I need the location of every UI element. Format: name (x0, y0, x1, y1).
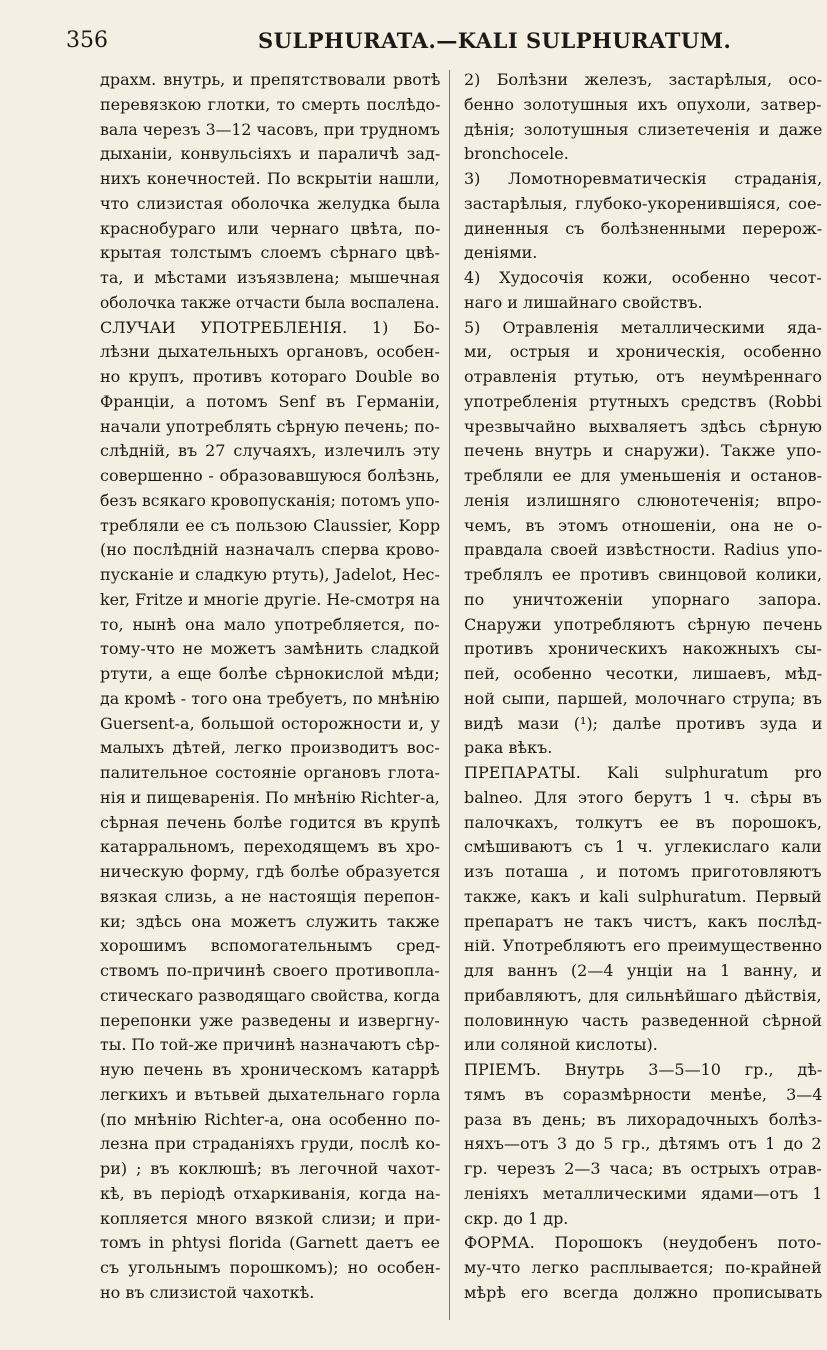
left-column-text-line: вала черезъ 3—12 часовъ, при трудномъ (100, 119, 440, 139)
right-column-text-line: скр. до 1 др. (464, 1208, 569, 1228)
right-column-text-line: изъ поташа , и потомъ приготовляютъ (464, 862, 822, 881)
right-column-text-line: няхъ—отъ 3 до 5 гр., дѣтямъ отъ 1 до 2 (464, 1134, 822, 1154)
right-column-text-line: требляли ее для уменьшенія и останов- (464, 466, 822, 485)
left-column-text-line: палительное состояніе органовъ глота- (100, 763, 440, 782)
right-column-text-line: чемъ, въ этомъ отношеніи, она не о- (464, 515, 822, 535)
right-column-text-line: balneo. Для этого берутъ 1 ч. сѣры въ (464, 787, 822, 807)
left-column-text-line: совершенно - образовавшуюся болѣзнь, (100, 466, 440, 485)
right-column-text-line: треблялъ ее противъ свинцовой колики, (464, 565, 822, 584)
left-column-text-line: нихъ конечностей. По вскрытіи нашли, (100, 169, 440, 188)
left-column-text-line: (но послѣдній назначалъ сперва крово- (100, 540, 440, 560)
right-column-text-line: отравленія ртутью, отъ неумѣреннаго (464, 367, 822, 386)
left-column-text-line: требляли ее съ пользою Claussier, Kopp (100, 515, 440, 535)
left-column-text-line: катарральномъ, переходящемъ въ хро- (100, 837, 440, 857)
left-column-text-line: хорошимъ вспомогательнымъ сред- (100, 936, 440, 956)
right-column-text-line: палочкахъ, толкутъ ее въ порошокъ, (464, 812, 822, 832)
left-column-text-line: что слизистая оболочка желудка была (100, 193, 440, 213)
right-column-text-line: деніями. (464, 243, 538, 263)
left-column-text-line: ную печень въ хроническомъ катаррѣ (100, 1060, 440, 1079)
left-column-text-line: оболочка также отчасти была воспалена. (100, 292, 440, 312)
left-column-text-line: начали употреблять сѣрную печень; по- (100, 416, 440, 436)
left-column-text-line: слѣдній, въ 27 случаяхъ, излечилъ эту (100, 441, 440, 461)
column-divider (449, 70, 450, 1320)
left-column-text-line: крытая толстымъ слоемъ сѣрнаго цвѣ- (100, 243, 440, 263)
right-column-text-line: препаратъ не такъ чистъ, какъ послѣд- (464, 911, 822, 931)
right-column-text-line: bronchocele. (464, 144, 569, 164)
right-column-text-line: пей, особенно чесотки, лишаевъ, мѣд- (464, 664, 822, 683)
right-column-text-line: смѣшиваютъ съ 1 ч. углекислаго кали (464, 837, 822, 857)
running-title: SULPHURATA.—KALI SULPHURATUM. (258, 28, 732, 53)
right-column-text-line: видѣ мази (¹); далѣе противъ зуда и (464, 713, 822, 733)
left-column-text-line: лѣзни дыхательныхъ органовъ, особен- (100, 342, 440, 362)
right-column-text-line: наго и лишайнаго свойствъ. (464, 292, 703, 312)
right-column-text-line: му-что легко расплывается; по-крайней (464, 1258, 822, 1277)
left-column-text-line: перепонки уже разведены и извергну- (100, 1010, 440, 1030)
page-header (0, 22, 827, 58)
left-column-text-line: съ угольнымъ порошкомъ); но особен- (100, 1258, 440, 1277)
right-column-text-line: ленія излишняго слюнотеченія; впро- (464, 490, 822, 510)
right-column-text-line: половинную часть разведенной сѣрной (464, 1010, 822, 1030)
right-column-text-line: 5) Отравленія металлическими яда- (464, 317, 822, 337)
left-column-text-line: стическаго разводящаго свойства, когда (100, 985, 440, 1005)
right-column-text-line: бенно золотушныя ихъ опухоли, затвер- (464, 94, 822, 114)
right-column-text-line: ми, острыя и хроническія, особенно (464, 342, 822, 362)
left-column-text-line: но въ слизистой чахоткѣ. (100, 1282, 315, 1302)
right-column-text-line: тямъ въ соразмѣрности менѣе, 3—4 (464, 1084, 822, 1104)
left-column-text-line: драхм. внутрь, и препятствовали рвотѣ (100, 70, 440, 89)
right-column-text-line: ной сыпи, паршей, молочнаго струпа; въ (464, 688, 822, 708)
left-column-text-line: пусканіе и сладкую ртуть), Jadelot, Hec- (100, 565, 440, 584)
right-column-text-line: печень внутрь и снаружи). Также упо- (464, 441, 822, 461)
left-column-text-line: да кромѣ - того она требуетъ, по мнѣнію (100, 688, 440, 708)
right-column-text-line: ній. Употребляютъ его преимущественно (464, 936, 822, 956)
left-column-text-line: Франціи, а потомъ Senf въ Германіи, (100, 391, 440, 411)
right-column-text-line: для ваннъ (2—4 унціи на 1 ванну, и (464, 961, 822, 980)
left-column-text-line: ствомъ по-причинѣ своего противопла- (100, 961, 440, 980)
left-column-text-line: безъ всякаго кровопусканія; потомъ упо- (100, 490, 440, 510)
right-column-text-line: противъ хроническихъ накожныхъ сы- (464, 639, 822, 659)
right-column-text-line: ПРІЕМЪ. Внутрь 3—5—10 гр., дѣ- (464, 1060, 822, 1079)
left-column-text-line: краснобураго или чернаго цвѣта, по- (100, 218, 440, 238)
left-column-text-line: (по мнѣнію Richter-а, она особенно по- (100, 1109, 440, 1129)
right-column-text-line: чрезвычайно выхваляетъ здѣсь сѣрную (464, 416, 822, 436)
right-column-text-line: или соляной кислоты). (464, 1035, 658, 1055)
left-column-text-line: вязкая слизь, а не настоящія перепон- (100, 886, 440, 906)
right-column-text-line: ПРЕПАРАТЫ. Kali sulphuratum pro (464, 763, 822, 782)
right-column-text-line: употребленія ртутныхъ средствъ (Robbi (464, 391, 822, 411)
left-column-text-line: то, нынѣ она мало употребляется, по- (100, 614, 440, 634)
left-column-text-line: СЛУЧАИ УПОТРЕБЛЕНІЯ. 1) Бо- (100, 317, 440, 337)
left-column-text-line: ртути, а еще болѣе сѣрнокислой мѣди; (100, 664, 440, 683)
left-column-text-line: кѣ, въ періодѣ отхаркиванія, когда на- (100, 1183, 440, 1203)
left-column-text-line: лезна при страданіяхъ груди, послѣ ко- (100, 1134, 440, 1154)
left-column-text-line: малыхъ дѣтей, легко производитъ вос- (100, 738, 440, 758)
right-column-text-line: 3) Ломотноревматическія страданія, (464, 169, 822, 188)
left-column-text-line: перевязкою глотки, то смерть послѣдо- (100, 94, 440, 114)
left-column-text-line: тому-что не можетъ замѣнить сладкой (100, 639, 440, 659)
right-column-text-line: 2) Болѣзни железъ, застарѣлыя, осо- (464, 70, 822, 89)
right-column-text-line: застарѣлыя, глубоко-укоренившіяся, сое- (464, 193, 822, 213)
right-column-text-line: прибавляютъ, для сильнѣйшаго дѣйствія, (464, 985, 822, 1005)
right-column-text-line: Снаружи употребляютъ сѣрную печень (464, 614, 822, 634)
left-column-text-line: копляется много вязкой слизи; и при- (100, 1208, 440, 1228)
left-column-text-line: ки; здѣсь она можетъ служить также (100, 911, 440, 931)
right-column-text-line: мѣрѣ его всегда должно прописывать (464, 1282, 822, 1302)
right-column (464, 68, 822, 1306)
left-column-text-line: ты. По той-же причинѣ назначаютъ сѣр- (100, 1035, 440, 1055)
left-column-text-line: ker, Fritze и многіе другіе. Не-смотря на (100, 589, 440, 609)
left-column-text-line: та, и мѣстами изъязвлена; мышечная (100, 268, 440, 287)
right-column-text-line: ФОРМА. Порошокъ (неудобенъ пото- (464, 1233, 822, 1253)
right-column-text-line: по уничтоженіи упорнаго запора. (464, 589, 822, 609)
right-column-text-line: диненныя съ болѣзненными перерож- (464, 218, 822, 238)
left-column-text-line: легкихъ и вътьвей дыхательнаго горла (100, 1084, 440, 1104)
right-column-text-line: леніяхъ металлическими ядами—отъ 1 (464, 1183, 822, 1203)
left-column-text-line: сѣрная печень болѣе годится въ крупѣ (100, 812, 440, 832)
right-column-text-line: гр. черезъ 2—3 часа; въ острыхъ отрав- (464, 1159, 822, 1178)
left-column-text-line: но крупъ, противъ котораго Double во (100, 367, 440, 386)
left-column-text-line: дыханіи, конвульсіяхъ и параличѣ зад- (100, 144, 440, 164)
page-number: 356 (66, 28, 108, 53)
right-column-text-line: 4) Худосочія кожи, особенно чесот- (464, 268, 822, 287)
left-column-text-line: нія и пищеваренія. По мнѣнію Richter-а, (100, 787, 440, 807)
left-column-text-line: ри) ; въ коклюшѣ; въ легочной чахот- (100, 1159, 440, 1178)
left-column-text-line: томъ in phtysi florida (Garnett даетъ ее (100, 1233, 440, 1253)
left-column-text-line: ническую форму, гдѣ болѣе образуется (100, 862, 440, 881)
right-column-text-line: правдала своей извѣстности. Radius упо- (464, 540, 822, 560)
left-column-text-line: Guersent-а, большой осторожности и, у (100, 713, 440, 733)
right-column-text-line: также, какъ и kali sulphuratum. Первый (464, 886, 822, 906)
right-column-text-line: дѣнія; золотушныя слизетеченія и даже (464, 119, 822, 139)
right-column-text-line: раза въ день; въ лихорадочныхъ болѣз- (464, 1109, 822, 1129)
left-column (100, 68, 440, 1306)
right-column-text-line: рака вѣкъ. (464, 738, 553, 758)
